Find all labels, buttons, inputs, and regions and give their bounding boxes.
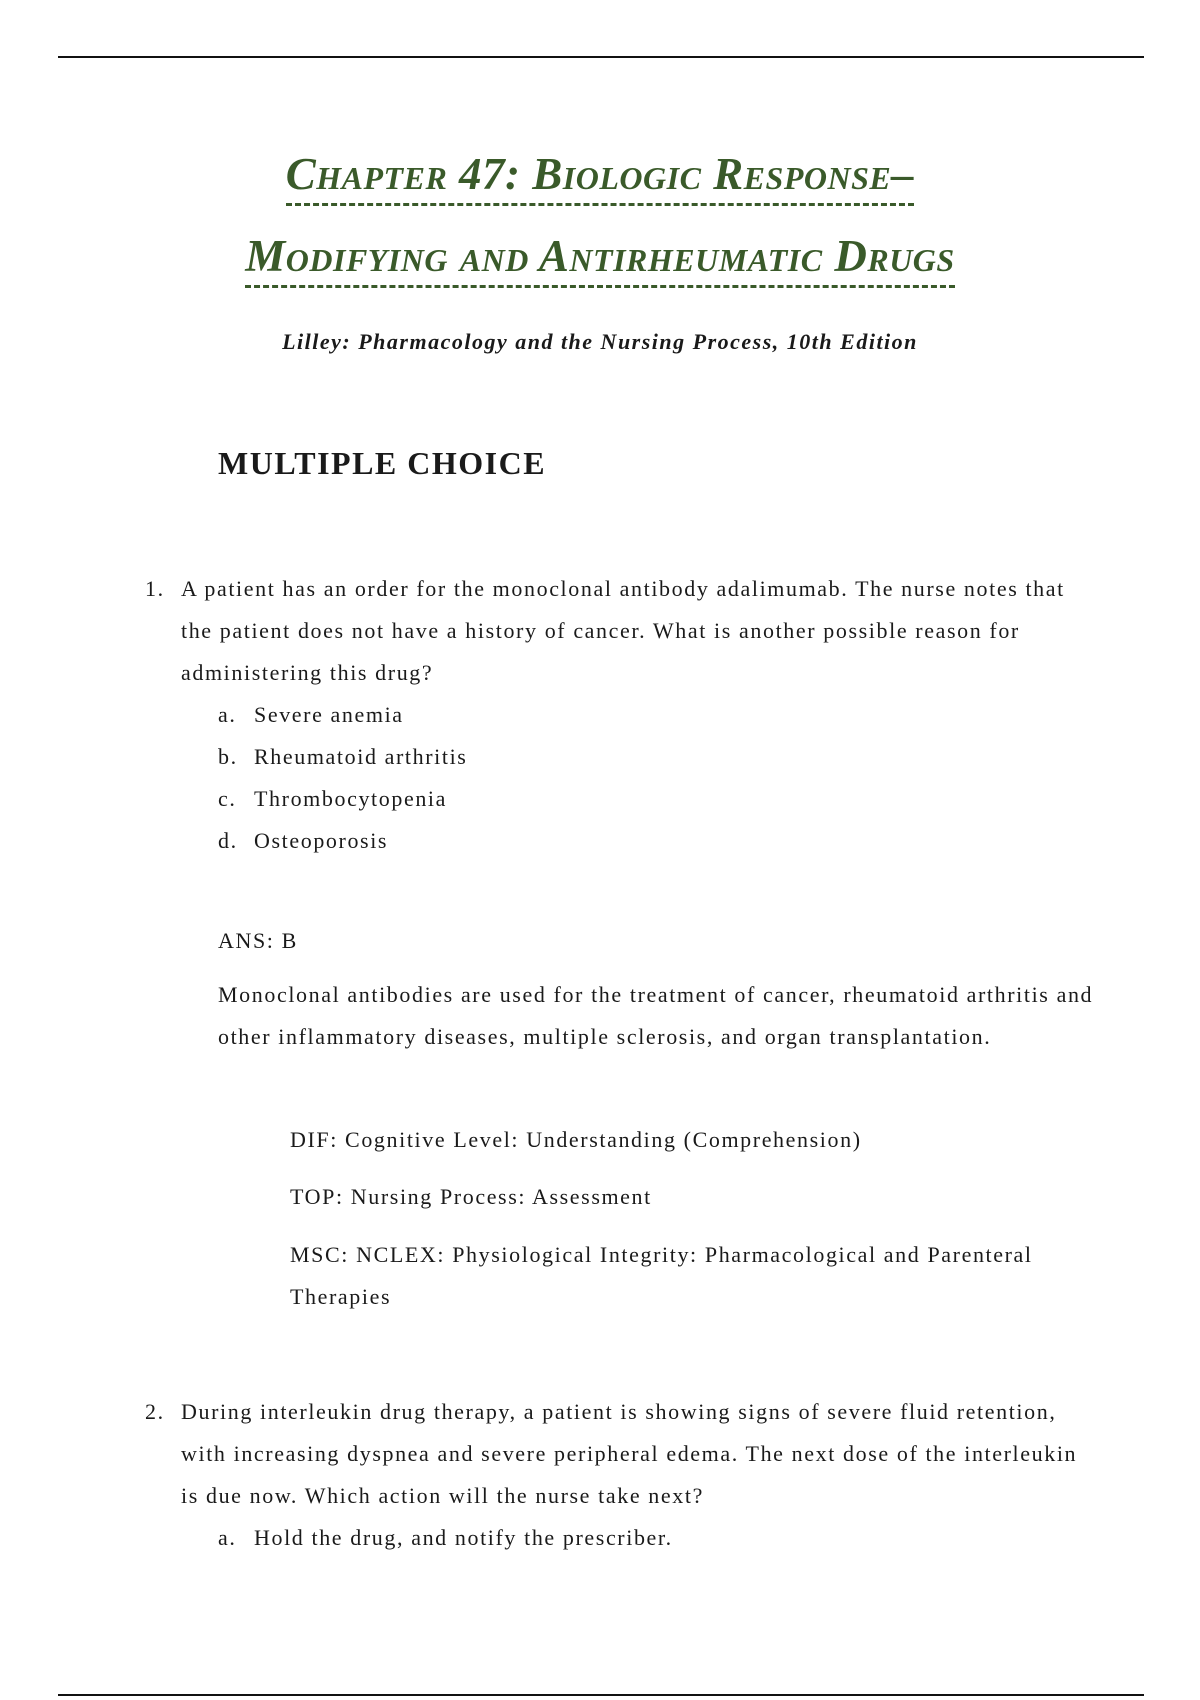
option-text: Osteoporosis: [254, 828, 389, 853]
option-letter: c.: [218, 786, 237, 811]
question-2-stem: During interleukin drug therapy, a patient is showing signs of severe fluid retention, with increasing dyspnea and severe peripheral edema. The next dose of the interleukin is due now. Which action will the nurse take next?: [181, 1399, 1078, 1508]
option-text: Rheumatoid arthritis: [254, 744, 468, 769]
question-1-option-d: [218, 820, 467, 862]
question-1-number: 1.: [145, 576, 165, 601]
question-1-answer: ANS: B: [218, 928, 298, 953]
book-subtitle: Lilley: Pharmacology and the Nursing Process, 10th Edition: [282, 329, 918, 354]
question-1-difficulty: DIF: Cognitive Level: Understanding (Comprehension): [290, 1127, 862, 1152]
question-2-number: 2.: [145, 1399, 165, 1424]
question-1-options: [218, 694, 467, 862]
option-text: Hold the drug, and notify the prescriber.: [254, 1525, 673, 1550]
option-letter: d.: [218, 828, 238, 853]
option-letter: b.: [218, 744, 238, 769]
chapter-title-line-2: Modifying and Antirheumatic Drugs: [0, 234, 1200, 279]
option-letter: a.: [218, 702, 237, 727]
top-rule: [58, 56, 1144, 58]
chapter-title-line-1: Chapter 47: Biologic Response–: [0, 152, 1200, 197]
option-text: Thrombocytopenia: [254, 786, 447, 811]
question-2-option-a: [218, 1517, 673, 1559]
question-2-options: [218, 1517, 673, 1559]
option-letter: a.: [218, 1525, 237, 1550]
section-heading: MULTIPLE CHOICE: [218, 445, 547, 481]
question-1-rationale: Monoclonal antibodies are used for the treatment of cancer, rheumatoid arthritis and other inflammatory diseases, multiple sclerosis, and organ transplantation.: [218, 982, 1094, 1049]
question-1-option-c: [218, 778, 467, 820]
question-1-msc: MSC: NCLEX: Physiological Integrity: Pharmacological and Parenteral Therapies: [290, 1242, 1033, 1309]
question-1-option-b: [218, 736, 467, 778]
question-1-topic: TOP: Nursing Process: Assessment: [290, 1184, 652, 1209]
bottom-rule: [58, 1694, 1144, 1696]
option-text: Severe anemia: [254, 702, 404, 727]
question-1-option-a: [218, 694, 467, 736]
question-1-stem: A patient has an order for the monoclonal antibody adalimumab. The nurse notes that the patient does not have a history of cancer. What is another possible reason for administering this drug?: [181, 576, 1065, 685]
